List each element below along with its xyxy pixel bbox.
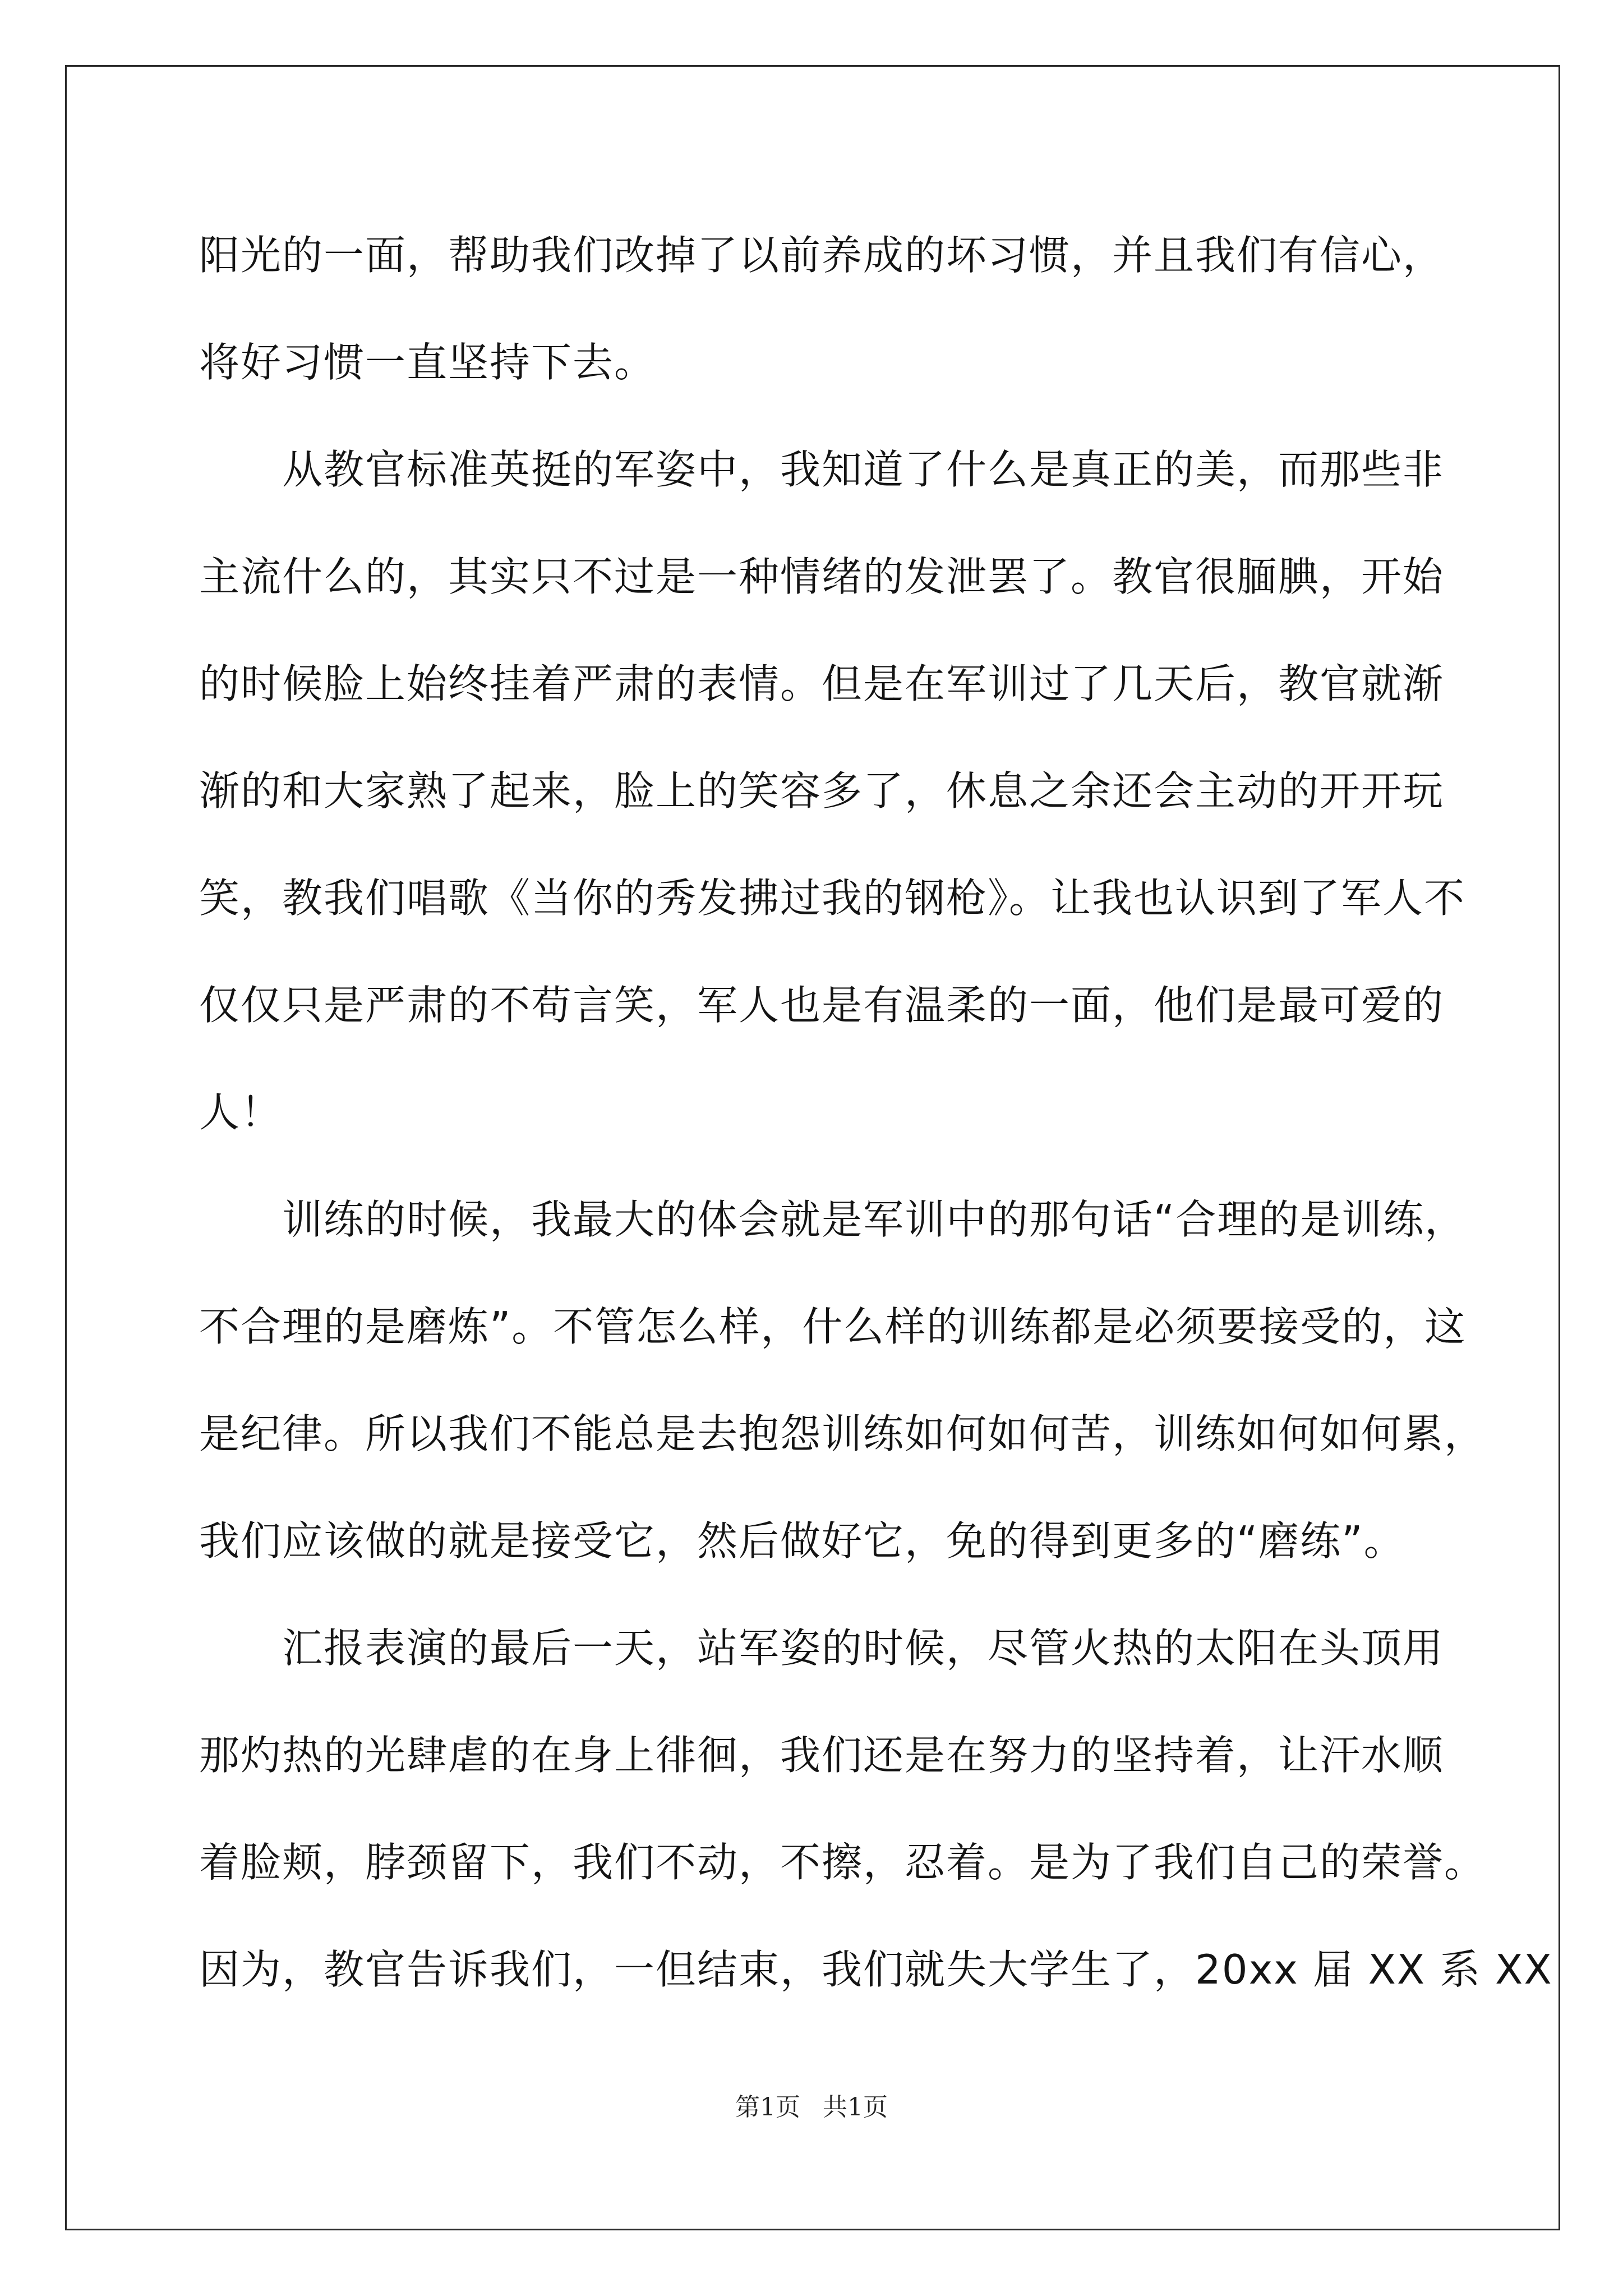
text-line: 仅仅只是严肃的不苟言笑，军人也是有温柔的一面，他们是最可爱的	[199, 982, 1445, 1029]
text-line: 因为，教官告诉我们，一但结束，我们就失大学生了，20xx 届 XX 系 XX	[199, 1946, 1553, 1993]
page-total: 共1页	[823, 2093, 888, 2122]
text-line: 着脸颊，脖颈留下，我们不动，不擦，忍着。是为了我们自己的荣誉。	[199, 1839, 1486, 1886]
paragraph-start-line: 训练的时候，我最大的体会就是军训中的那句话“合理的是训练，	[282, 1196, 1467, 1243]
text-line: 的时候脸上始终挂着严肃的表情。但是在军训过了几天后，教官就渐	[199, 660, 1445, 707]
text-line: 渐的和大家熟了起来，脸上的笑容多了，休息之余还会主动的开开玩	[199, 767, 1445, 815]
text-line: 主流什么的，其实只不过是一种情绪的发泄罢了。教官很腼腆，开始	[199, 553, 1445, 600]
text-line: 人！	[199, 1089, 283, 1136]
text-line: 不合理的是磨炼”。不管怎么样，什么样的训练都是必须要接受的，这	[199, 1303, 1467, 1350]
text-line: 我们应该做的就是接受它，然后做好它，免的得到更多的“磨练”。	[199, 1517, 1405, 1565]
text-line: 笑，教我们唱歌《当你的秀发拂过我的钢枪》。让我也认识到了军人不	[199, 875, 1466, 922]
text-line: 那灼热的光肆虐的在身上徘徊，我们还是在努力的坚持着，让汗水顺	[199, 1732, 1445, 1779]
page-footer	[0, 2087, 1623, 2123]
document-body	[199, 202, 1553, 2023]
text-line: 是纪律。所以我们不能总是去抱怨训练如何如何苦，训练如何如何累，	[199, 1410, 1486, 1457]
text-line: 将好习惯一直坚持下去。	[199, 339, 656, 386]
page-number: 第1页	[735, 2093, 800, 2122]
text-line: 阳光的一面，帮助我们改掉了以前养成的坏习惯，并且我们有信心，	[199, 232, 1445, 279]
paragraph-start-line: 从教官标准英挺的军姿中，我知道了什么是真正的美，而那些非	[282, 446, 1445, 493]
paragraph-start-line: 汇报表演的最后一天，站军姿的时候，尽管火热的太阳在头顶用	[282, 1625, 1445, 1672]
